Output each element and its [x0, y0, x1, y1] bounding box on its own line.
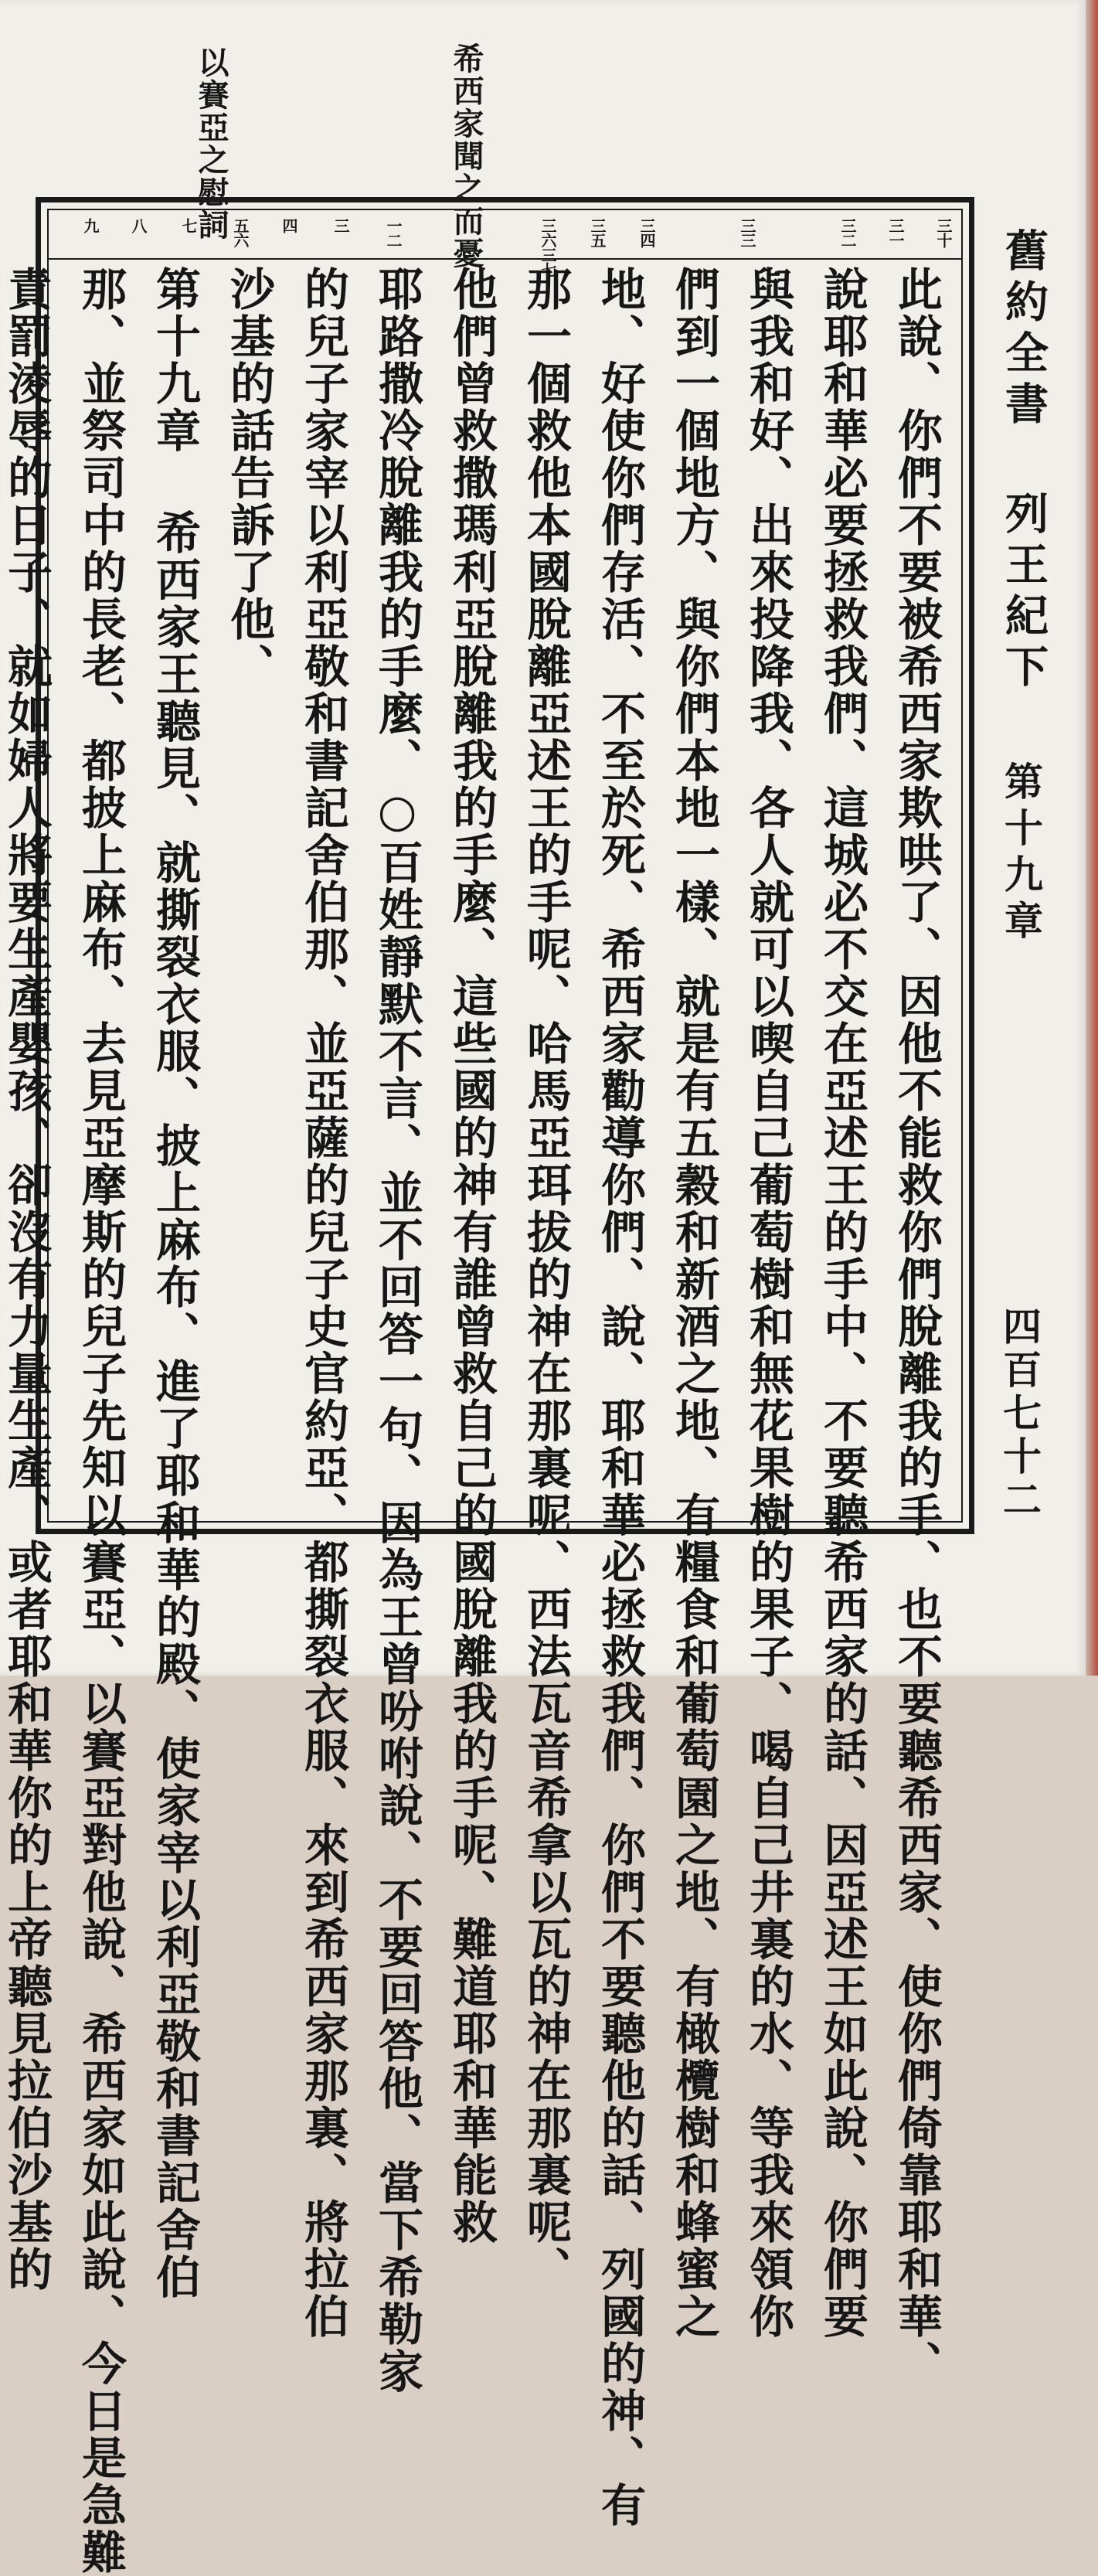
text-columns [0, 266, 954, 2576]
margin-note-2: 以賽亞之慰詞 [193, 46, 229, 241]
book-edge [1086, 0, 1098, 1676]
text-frame-inner [0, 209, 963, 2576]
margin-note-1: 希西家聞之而憂 [448, 43, 484, 270]
text-column: 責罰淩辱的日子、就如婦人將要生產嬰孩、卻沒有力量生產、或者耶和華你的上帝聽見拉伯沙基的 [0, 266, 53, 2293]
text-column: 說耶和華必要拯救我們、這城必不交在亞述王的手中、不要聽希西家的話、因亞述王如此說、你們要 [816, 266, 869, 2340]
verse-marker: 三五 [588, 218, 607, 247]
verse-marker: 七 [179, 218, 198, 233]
text-column: 的兒子家宰以利亞敬和書記舍伯那、並亞薩的兒子史官約亞、都撕裂衣服、來到希西家那裏、將拉伯 [297, 266, 349, 2340]
verse-marker: 九 [81, 218, 100, 233]
verse-marker: 四 [280, 218, 298, 233]
page-number: 四百七十二 [997, 1306, 1042, 1523]
text-column: 那一個救他本國脫離亞述王的手呢、哈馬亞珥拔的神在那裏呢、西法瓦音希拿以瓦的神在那裏呢、 [519, 266, 572, 2293]
text-column: 耶路撒冷脫離我的手麼、○百姓靜默不言、並不回答一句、因為王曾吩咐說、不要回答他、當下希勒家 [371, 266, 423, 2395]
verse-marker: 三三 [738, 218, 756, 247]
text-column-chapter-start: 第十九章 希西家王聽見、就撕裂衣服、披上麻布、進了耶和華的殿、使家宰以利亞敬和書記舍伯 [148, 266, 201, 2301]
verse-marker: 三六三七 [539, 218, 557, 277]
text-column: 此說、你們不要被希西家欺哄了、因他不能救你們脫離我的手、也不要聽希西家、使你們倚靠耶和華、 [890, 266, 943, 2387]
verse-marker: 五六 [231, 218, 250, 247]
book-title: 舊約全書 列王紀下 [998, 228, 1049, 695]
text-column: 們到一個地方、與你們本地一樣、就是有五穀和新酒之地、有糧食和葡萄園之地、有橄欖樹和蜂蜜之 [668, 266, 720, 2340]
verse-marker: 三二 [838, 218, 857, 247]
chapter-heading: 第十九章 [998, 761, 1044, 947]
text-column: 地、好使你們存活、不至於死、希西家勸導你們、說、耶和華必拯救我們、你們不要聽他的話、列國的神、有 [593, 266, 646, 2529]
verse-marker: 八 [129, 218, 148, 233]
verse-number-strip [49, 210, 961, 277]
verse-marker: 三 [331, 218, 350, 233]
text-frame [0, 197, 974, 2576]
text-column: 那、並祭司中的長老、都披上麻布、去見亞摩斯的兒子先知以賽亞、以賽亞對他說、希西家如此說、今日是急難 [74, 266, 127, 2576]
verse-marker: 三一 [886, 218, 905, 247]
text-column: 沙基的話告訴了他、 [223, 266, 275, 690]
text-column: 他們曾救撒瑪利亞脫離我的手麼、這些國的神有誰曾救自己的國脫離我的手呢、難道耶和華能救 [445, 266, 498, 2246]
verse-marker: 三十 [934, 218, 953, 247]
verse-marker: 一二 [384, 218, 403, 247]
text-column: 與我和好、出來投降我、各人就可以喫自己葡萄樹和無花果樹的果子、喝自己井裏的水、等我來領你 [742, 266, 794, 2340]
verse-marker: 三四 [637, 218, 656, 247]
